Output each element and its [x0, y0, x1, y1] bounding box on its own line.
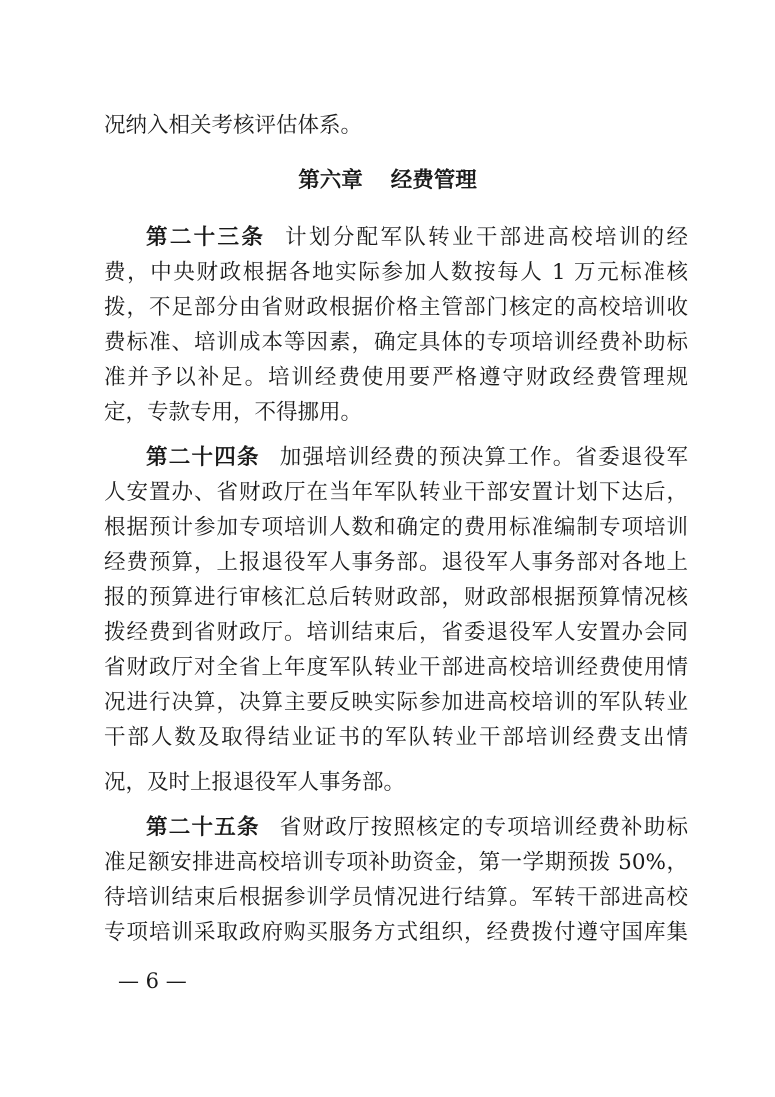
article-24-line-6: 拨经费到省财政厅。培训结束后，省委退役军人安置办会同 — [104, 620, 688, 645]
page-number: — 6 — — [118, 969, 187, 993]
article-24-line-8: 况进行决算，决算主要反映实际参加进高校培训的军队转业 — [104, 690, 688, 715]
article-24-line-1: 加强培训经费的预决算工作。省委退役军 — [279, 445, 688, 470]
article-23-line-5: 准并予以补足。培训经费使用要严格遵守财政经费管理规 — [104, 365, 688, 390]
chapter-heading — [0, 166, 775, 196]
article-23-line-2: 费，中央财政根据各地实际参加人数按每人 1 万元标准核 — [104, 260, 688, 285]
article-24-line-3: 根据预计参加专项培训人数和确定的费用标准编制专项培训 — [104, 515, 688, 540]
chapter-title: 经费管理 — [390, 168, 477, 193]
article-23-line-6: 定，专款专用，不得挪用。 — [104, 400, 363, 425]
article-24-line-4: 经费预算，上报退役军人事务部。退役军人事务部对各地上 — [104, 550, 688, 575]
article-24-first-line — [146, 443, 688, 473]
article-23-label: 第二十三条 — [146, 225, 266, 250]
article-24-line-10: 况，及时上报退役军人事务部。 — [104, 770, 406, 795]
article-25-first-line — [146, 813, 688, 843]
article-25-line-1: 省财政厅按照核定的专项培训经费补助标 — [279, 815, 688, 840]
article-25-line-2: 准足额安排进高校培训专项补助资金，第一学期预拨 50%， — [104, 850, 688, 875]
article-24-line-5: 报的预算进行审核汇总后转财政部，财政部根据预算情况核 — [104, 585, 688, 610]
article-25-label: 第二十五条 — [146, 815, 260, 840]
article-23-line-4: 费标准、培训成本等因素，确定具体的专项培训经费补助标 — [104, 330, 688, 355]
article-24-line-7: 省财政厅对全省上年度军队转业干部进高校培训经费使用情 — [104, 655, 688, 680]
chapter-number: 第六章 — [298, 168, 363, 193]
article-24-line-2: 人安置办、省财政厅在当年军队转业干部安置计划下达后， — [104, 480, 688, 505]
article-23-first-line — [146, 223, 688, 253]
article-25-line-3: 待培训结束后根据参训学员情况进行结算。军转干部进高校 — [104, 885, 688, 910]
intro-tail-line: 况纳入相关考核评估体系。 — [104, 113, 363, 138]
article-24-label: 第二十四条 — [146, 445, 260, 470]
article-25-line-4: 专项培训采取政府购买服务方式组织，经费拨付遵守国库集 — [104, 920, 688, 945]
article-24-line-9: 干部人数及取得结业证书的军队转业干部培训经费支出情 — [104, 725, 688, 750]
article-23-line-1: 计划分配军队转业干部进高校培训的经 — [285, 225, 688, 250]
article-23-line-3: 拨，不足部分由省财政根据价格主管部门核定的高校培训收 — [104, 295, 688, 320]
